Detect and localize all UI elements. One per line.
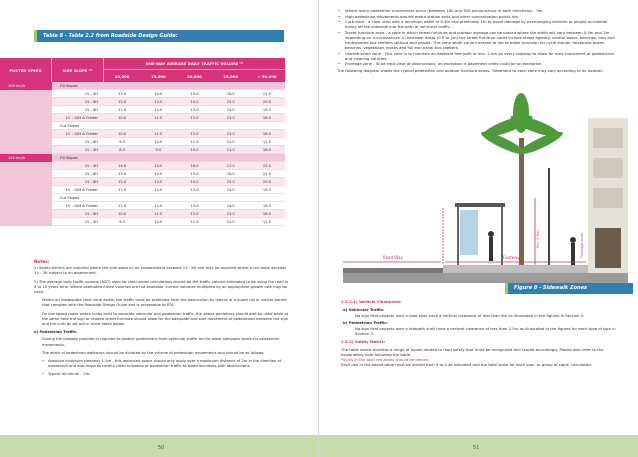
cell-slope: 1V : 10H & Flatter	[65, 203, 98, 208]
pedestrian-bullet-2: • Typical minimum – 2m.	[34, 372, 289, 377]
bullet-item: • High pedestrian movements around metro station exits and other concentration points 4m.	[337, 14, 617, 19]
cell-value: 13.0	[226, 131, 235, 136]
pedestrian-figure	[488, 231, 494, 237]
header-volume-col: 20,000	[187, 73, 202, 79]
cell-value: 12.0	[226, 139, 235, 144]
cell-value: 10.0	[190, 147, 199, 152]
cell-value: 9.0	[155, 147, 162, 152]
header-volume-col: 25,000	[223, 73, 239, 79]
cell-speed	[0, 90, 52, 98]
zone-list	[337, 8, 617, 73]
cell-speed: 100 km/h	[0, 82, 52, 90]
cell-slope: Fill Slopes	[60, 83, 78, 88]
cell-speed: 120 km/h	[0, 154, 52, 162]
cell-value: 10.0	[118, 115, 127, 120]
bus-shelter-post	[457, 207, 459, 273]
pedestrian-traffic-text: No sign that projects over a footpath shall have a vertical clearance of less than 2.5m as illustrated in the figures for each type of sign in Section 3.	[355, 326, 616, 337]
cell-value: 11.0	[190, 219, 199, 224]
cell-value: 15.0	[190, 91, 199, 96]
cell-speed	[0, 170, 52, 178]
pedestrian-figure	[489, 237, 493, 261]
cell-value: 18.0	[262, 131, 271, 136]
cell-value: 22.0	[262, 163, 271, 168]
bus-shelter-roof	[455, 203, 505, 207]
safety-matrix-heading: 2.5.2) Safety Matrix:	[341, 338, 386, 344]
safety-matrix-para-1: The table below provides a range of issues related to road safety that must be recognized and scored accordingly. Please also refer to the explanatory note following the table.	[341, 346, 604, 357]
cell-value: 10.0	[154, 139, 163, 144]
cell-value: 17.0	[262, 139, 271, 144]
cell-speed	[0, 130, 52, 138]
building-door	[595, 228, 621, 268]
cell-value: 10.0	[118, 131, 127, 136]
cell-value: 15.0	[154, 163, 163, 168]
building-window	[593, 128, 623, 148]
cell-value: 17.0	[226, 163, 235, 168]
cell-slope: 1V : 10H & Flatter	[65, 115, 98, 120]
cell-value: 12.0	[154, 203, 163, 208]
cell-value: 16.0	[262, 147, 271, 152]
cell-speed	[0, 146, 52, 154]
cell-value: 16.0	[190, 163, 199, 168]
cell-value: 10.0	[154, 219, 163, 224]
cell-value: 12.0	[226, 219, 235, 224]
cell-value: 14.0	[226, 203, 235, 208]
cell-speed	[0, 202, 52, 210]
note-4: On low speed roads where curbs exist to separate vehicular and pedestrian traffic, the above guidelines should also be used while at the same time the sign or related street furniture should allow for the adequate and safe movement of pedestrians between the sign and the curb as set out in more detail below.	[42, 311, 289, 327]
cell-value: 16.0	[226, 171, 235, 176]
clear-zone-table	[0, 58, 285, 226]
cell-speed	[0, 98, 52, 106]
cell-value: 11.0	[154, 211, 163, 216]
cell-value: 11.0	[154, 131, 163, 136]
cell-value: 21.0	[262, 91, 271, 96]
header-volume-col: > 50,000	[257, 73, 277, 79]
diagram-intro: The following diagram shows the typical pedestrian and outdoor furniture zones. Treatment to each zone may vary according to its location.	[337, 67, 604, 73]
cell-value: 21.0	[262, 171, 271, 176]
cell-value: 12.0	[154, 187, 163, 192]
safety-matrix-warning: *Signs in the bold red zones should be denied.	[341, 356, 430, 362]
footway-surface	[443, 265, 588, 273]
cell-speed	[0, 178, 52, 186]
table-title: Table 8 - Table 2.2 from Roadside Design Guide:	[34, 30, 284, 42]
note-3: Where an inadequate clear zone exists, the traffic must be protected from the obstruction by means of a guard rail or similar barrier that complies with the Roadside Design Guide and is acceptable to RTA.	[42, 298, 287, 308]
cell-value: 19.0	[262, 107, 271, 112]
header-volume: ONE-WAY AVERAGE DAILY TRAFFIC VOLUME ⁽²⁾	[104, 58, 285, 70]
bus-shelter-panel	[460, 210, 478, 255]
cell-slope: 1V : 10H & Flatter	[65, 187, 98, 192]
cell-value: 14.0	[118, 163, 127, 168]
cell-slope: 1V : 5H	[84, 163, 98, 168]
cell-value: 13.0	[226, 115, 235, 120]
cell-value: 19.0	[262, 187, 271, 192]
cell-value: 12.0	[190, 131, 199, 136]
pedestrian-traffic-heading: b) Pedestrian Traffic:	[343, 320, 388, 326]
cell-value: 12.0	[190, 211, 199, 216]
cell-value: 13.0	[118, 91, 127, 96]
note-1: 1) Safety bariers are required where the side slope on an embankment exceeds 1V : 5H and may be required where a cut slope exceeds 1V : 3H subject to an assessment.	[34, 266, 287, 276]
right-page	[319, 0, 638, 457]
footway-label: Footway	[503, 255, 520, 260]
note-2: 2) The average daily traffic volume (ADT) used for clear zones calculations should be the traffic volume estimated to be using the road in 5 to 10 years time. Where estimated future volumes are not available, current volumes multiplied by an appropriate growth rate may be used.	[34, 279, 289, 295]
road-way-label: Road Way	[383, 255, 403, 260]
cell-value: 8.0	[119, 147, 125, 152]
vehicular-traffic-text: No sign that projects over a road shall have a vertical clearance of less than 6m as illustrated in the figures in Section 3.	[355, 313, 585, 319]
cell-value: 11.0	[154, 115, 163, 120]
cell-value: 14.0	[226, 187, 235, 192]
header-side-slope: SIDE SLOPE ⁽¹⁾	[52, 58, 104, 82]
cell-value: 12.0	[154, 107, 163, 112]
bullet-item: • Where many pedestrian movements occur (between 180 and 300 persons/hour in both directions) - 3m.	[337, 8, 617, 13]
cell-value: 15.0	[226, 99, 235, 104]
cell-value: 12.0	[118, 99, 127, 104]
pedestrian-para-2: The width of pedestrian walkways should be dictated by the volume of pedestrian movements and should be as follows:	[42, 350, 265, 355]
sidewalk-zones-illustration	[343, 88, 628, 283]
header-volume-col: 10,000	[114, 73, 130, 79]
page-number: 51	[473, 445, 480, 451]
vehicular-traffic-heading: a) Vehicular Traffic:	[343, 307, 385, 313]
cell-value: 20.0	[262, 179, 271, 184]
table-row	[0, 218, 285, 226]
vertical-clearances-heading: 2.5.2.1) Vertical Clearances:	[341, 299, 402, 304]
header-volume-group	[104, 58, 285, 82]
cell-value: 14.0	[154, 91, 163, 96]
cell-value: 15.0	[190, 171, 199, 176]
cell-speed	[0, 114, 52, 122]
pedestrian-figure	[570, 237, 576, 243]
cell-value: 14.0	[190, 99, 199, 104]
pedestrian-bullet-1: • Absolute minimum clearway 1.5m - this restricted space should only apply over a maximum distance of 2m in the direction of movement and also requires careful clean relization of pedestrian traffic to avoid accidents with obstructions.	[34, 359, 289, 369]
cell-speed	[0, 210, 52, 218]
cell-value: 11.0	[190, 139, 199, 144]
cell-slope: 1V : 5H	[84, 219, 98, 224]
cell-slope: Cut Slopes	[60, 195, 80, 200]
cell-slope: 1V : 6H	[84, 171, 98, 176]
cell-value: 20.0	[262, 99, 271, 104]
bullet-item: • Curb zone - a clear strip with a minimum width of 0.5m and preferably 1m to avoid damage by overhanging vehicles or people accidental falling off the sidewalk into the path of vehicular traffic.	[337, 19, 617, 29]
cell-value: 15.0	[226, 179, 235, 184]
header-posted-speed: POSTED SPEED	[0, 58, 52, 82]
notes-heading: Notes:	[34, 259, 50, 264]
road-surface	[343, 268, 443, 273]
cell-speed	[0, 106, 52, 114]
cell-value: 14.0	[154, 171, 163, 176]
cell-speed	[0, 218, 52, 226]
building-window	[593, 158, 623, 178]
cell-value: 11.0	[118, 187, 127, 192]
cell-value: 17.0	[262, 219, 271, 224]
bullet-item: • Frontage zone - To be kept clear of obstructions, an exception is pavement cafes could be an exception.	[337, 61, 617, 66]
cell-value: 19.0	[262, 203, 271, 208]
cell-slope: 1V : 5H	[84, 147, 98, 152]
cell-value: 11.0	[226, 147, 235, 152]
cell-slope: 1V : 8H	[84, 107, 98, 112]
frontage-zone-label: Frontage zone	[580, 233, 584, 258]
cell-speed	[0, 162, 52, 170]
cell-value: 13.0	[190, 107, 199, 112]
cell-slope: 1V : 8H	[84, 179, 98, 184]
building-window	[593, 188, 623, 208]
cell-value: 14.0	[226, 107, 235, 112]
cell-slope: 1V : 6H	[84, 99, 98, 104]
cell-value: 13.0	[154, 179, 163, 184]
cell-slope: Fill Slopes	[60, 155, 78, 160]
cell-speed	[0, 194, 52, 202]
cell-value: 12.0	[190, 115, 199, 120]
cell-speed	[0, 186, 52, 194]
cell-value: 16.0	[226, 91, 235, 96]
cell-value: 12.0	[118, 179, 127, 184]
header-volume-columns	[104, 70, 285, 82]
cell-speed	[0, 122, 52, 130]
cell-slope: Cut Slopes	[60, 123, 80, 128]
bullet-item: • Street furniture zone - a zone in which street furniture and outdoor signage can be placed where the width will vary between 0.5m and 2m depending on circumstances. In narrower areas (0.5 to 2m) the street furniture could include street lighting, control boxes, benches, bins and cantilevered bus shelters without end panels. This zone width could increase to 4m to make provision for cycle stands, telephone boxes, benches, vegetation, kiosks and full end panel bus shelters.	[337, 30, 617, 50]
pedestrian-heading: e) Pedestrian Traffic:	[34, 330, 78, 335]
cell-value: 14.0	[190, 179, 199, 184]
pedestrian-para-1: Zoning the footway provides is required to protect pedestrians from vehicular traffic and to allow adequate space for pedestrian movements.	[42, 337, 280, 347]
cell-value: 13.0	[226, 211, 235, 216]
page-number: 50	[158, 445, 165, 451]
notes-section	[34, 259, 289, 381]
palm-trunk	[519, 138, 524, 273]
cell-slope: 1V : 10H & Flatter	[65, 131, 98, 136]
cell-value: 13.0	[118, 171, 127, 176]
cell-speed	[0, 138, 52, 146]
safety-matrix-para-2: Each row in the above table must be scored from 0 to 4 as indicated and the total score for each sign, or group of signs, calculated.	[341, 361, 592, 367]
cell-value: 18.0	[262, 115, 271, 120]
cell-value: 13.0	[190, 187, 199, 192]
bus-shelter-post	[501, 207, 503, 273]
cell-slope: 1V : 5H	[84, 91, 98, 96]
cell-value: 11.0	[118, 107, 127, 112]
cell-value: 11.0	[118, 203, 127, 208]
cell-slope: 1V : 6H	[84, 211, 98, 216]
header-volume-col: 15,000	[150, 73, 166, 79]
cell-value: 18.0	[262, 211, 271, 216]
clearances-section	[341, 298, 626, 367]
table-body	[0, 82, 285, 226]
cell-value: 10.0	[118, 211, 127, 216]
min-clearance-label: Min. 2.5m	[536, 230, 540, 248]
cell-value: 13.0	[154, 99, 163, 104]
cell-value: 9.0	[119, 219, 125, 224]
cell-value: 9.0	[119, 139, 125, 144]
cell-slope: 1V : 6H	[84, 139, 98, 144]
table-header	[0, 58, 285, 82]
figure-caption: Figure 8 - Sidewalk Zones	[505, 283, 633, 294]
lamp-post	[548, 168, 550, 273]
bullet-item: • Unobstructed zone - This zone is to maintain an obstacle free path of min. 2.0m on every footway to allow for easy movement of pedestrians and cleaning vehicles.	[337, 51, 617, 61]
ground	[343, 273, 628, 283]
cell-value: 13.0	[190, 203, 199, 208]
